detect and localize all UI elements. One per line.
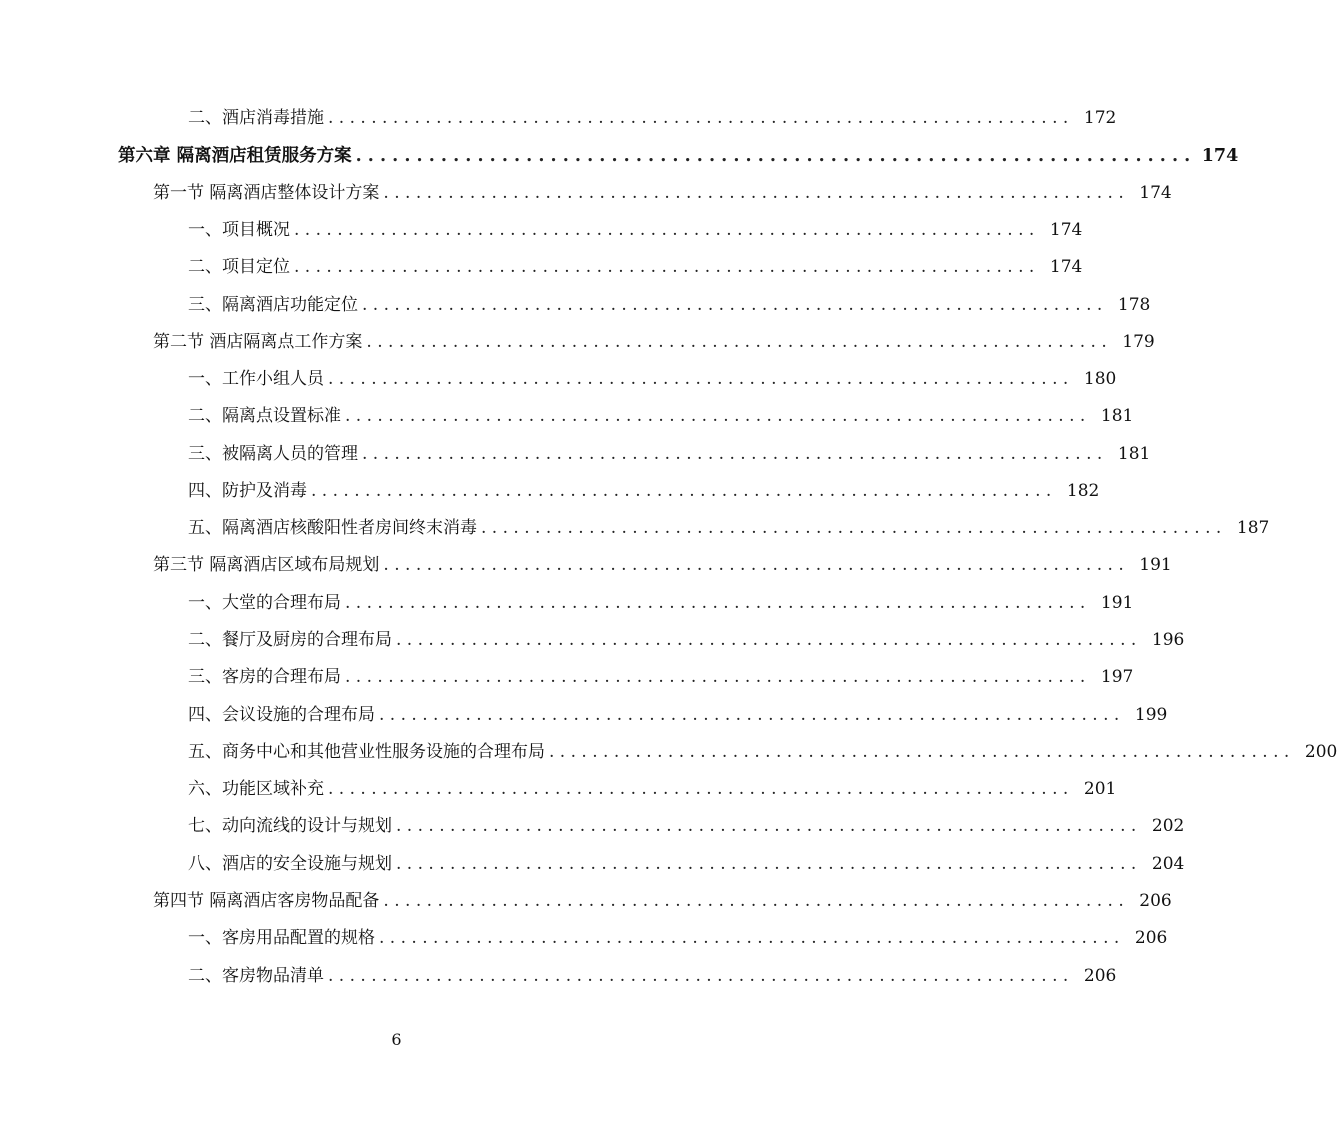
toc-entry-page: 206	[1134, 928, 1168, 948]
toc-entry-title: 第二节 酒店隔离点工作方案	[153, 332, 363, 352]
toc-entry[interactable]	[0, 697, 1168, 734]
toc-entry-title: 五、商务中心和其他营业性服务设施的合理布局	[188, 742, 545, 762]
toc-entry-page: 197	[1100, 667, 1134, 687]
toc-entry-page: 202	[1151, 816, 1185, 836]
toc-entry[interactable]	[0, 361, 1117, 398]
page-number: 6	[391, 1030, 402, 1049]
toc-entry-chapter[interactable]	[0, 138, 1239, 175]
toc-dot-leader	[383, 547, 1123, 584]
toc-dot-leader	[294, 249, 1034, 286]
toc-entry-title: 一、项目概况	[188, 220, 290, 240]
toc-entry-section[interactable]	[0, 175, 1172, 212]
toc-entry-title: 第四节 隔离酒店客房物品配备	[153, 891, 380, 911]
toc-entry-page: 201	[1083, 779, 1117, 799]
toc-entry-title: 五、隔离酒店核酸阳性者房间终末消毒	[188, 518, 477, 538]
toc-entry[interactable]	[0, 920, 1168, 957]
toc-entry-page: 196	[1151, 630, 1185, 650]
toc-dot-leader	[396, 846, 1136, 883]
toc-entry-title: 二、隔离点设置标准	[188, 406, 341, 426]
toc-entry-title: 二、酒店消毒措施	[188, 108, 324, 128]
toc-entry-page: 178	[1117, 295, 1151, 315]
toc-entry[interactable]	[0, 398, 1134, 435]
toc-entry-page: 191	[1100, 593, 1134, 613]
toc-entry[interactable]	[0, 100, 1117, 137]
toc-entry-page: 200	[1304, 742, 1337, 762]
toc-dot-leader	[311, 473, 1051, 510]
toc-entry-page: 204	[1151, 854, 1185, 874]
toc-entry-title: 二、项目定位	[188, 257, 290, 277]
toc-dot-leader	[549, 734, 1289, 771]
toc-dot-leader	[345, 398, 1085, 435]
toc-entry-title: 一、工作小组人员	[188, 369, 324, 389]
toc-entry[interactable]	[0, 734, 1337, 771]
toc-entry-title: 二、客房物品清单	[188, 966, 324, 986]
toc-entry[interactable]	[0, 287, 1151, 324]
toc-dot-leader	[328, 958, 1068, 995]
toc-entry[interactable]	[0, 436, 1151, 473]
toc-entry-title: 三、隔离酒店功能定位	[188, 295, 358, 315]
toc-dot-leader	[481, 510, 1221, 547]
toc-entry-title: 一、大堂的合理布局	[188, 593, 341, 613]
toc-entry-title: 第三节 隔离酒店区域布局规划	[153, 555, 380, 575]
toc-entry-title: 第六章 隔离酒店租赁服务方案	[118, 146, 352, 166]
toc-dot-leader	[379, 697, 1119, 734]
toc-dot-leader	[383, 883, 1123, 920]
toc-entry-title: 四、会议设施的合理布局	[188, 705, 375, 725]
toc-entry-page: 174	[1049, 257, 1083, 277]
toc-dot-leader	[366, 324, 1106, 361]
toc-entry-page: 182	[1066, 481, 1100, 501]
toc-entry[interactable]	[0, 585, 1134, 622]
toc-dot-leader	[328, 100, 1068, 137]
toc-entry[interactable]	[0, 808, 1185, 845]
toc-entry-section[interactable]	[0, 324, 1155, 361]
toc-entry-page: 191	[1139, 555, 1172, 575]
toc-entry[interactable]	[0, 212, 1083, 249]
toc-dot-leader	[356, 138, 1191, 175]
toc-entry-title: 八、酒店的安全设施与规划	[188, 854, 392, 874]
toc-entry[interactable]	[0, 473, 1100, 510]
toc-dot-leader	[396, 808, 1136, 845]
toc-dot-leader	[294, 212, 1034, 249]
toc-entry[interactable]	[0, 958, 1117, 995]
toc-dot-leader	[328, 771, 1068, 808]
toc-dot-leader	[379, 920, 1119, 957]
toc-entry-page: 179	[1122, 332, 1155, 352]
toc-dot-leader	[362, 436, 1102, 473]
toc-entry-page: 206	[1139, 891, 1172, 911]
toc-entry-page: 174	[1139, 183, 1172, 203]
toc-entry-page: 199	[1134, 705, 1168, 725]
toc-entry[interactable]	[0, 771, 1117, 808]
toc-entry[interactable]	[0, 622, 1185, 659]
toc-entry-title: 七、动向流线的设计与规划	[188, 816, 392, 836]
toc-entry-title: 二、餐厅及厨房的合理布局	[188, 630, 392, 650]
toc-dot-leader	[328, 361, 1068, 398]
toc-dot-leader	[345, 585, 1085, 622]
toc-dot-leader	[383, 175, 1123, 212]
toc-entry-title: 第一节 隔离酒店整体设计方案	[153, 183, 380, 203]
toc-entry-page: 174	[1201, 146, 1239, 166]
toc-entry-page: 174	[1049, 220, 1083, 240]
toc-entry-section[interactable]	[0, 547, 1172, 584]
toc-dot-leader	[362, 287, 1102, 324]
toc-entry-page: 180	[1083, 369, 1117, 389]
toc-entry-page: 187	[1236, 518, 1270, 538]
toc-entry-page: 181	[1100, 406, 1134, 426]
toc-dot-leader	[396, 622, 1136, 659]
toc-entry[interactable]	[0, 249, 1083, 286]
toc-dot-leader	[345, 659, 1085, 696]
toc-entry-title: 四、防护及消毒	[188, 481, 307, 501]
toc-entry-title: 三、被隔离人员的管理	[188, 444, 358, 464]
toc-entry-page: 172	[1083, 108, 1117, 128]
toc-entry-title: 三、客房的合理布局	[188, 667, 341, 687]
toc-entry-title: 六、功能区域补充	[188, 779, 324, 799]
toc-entry-page: 181	[1117, 444, 1151, 464]
toc-entry-title: 一、客房用品配置的规格	[188, 928, 375, 948]
toc-entry[interactable]	[0, 659, 1134, 696]
toc-entry-page: 206	[1083, 966, 1117, 986]
toc-entry-section[interactable]	[0, 883, 1172, 920]
toc-entry[interactable]	[0, 846, 1185, 883]
toc-entry[interactable]	[0, 510, 1270, 547]
